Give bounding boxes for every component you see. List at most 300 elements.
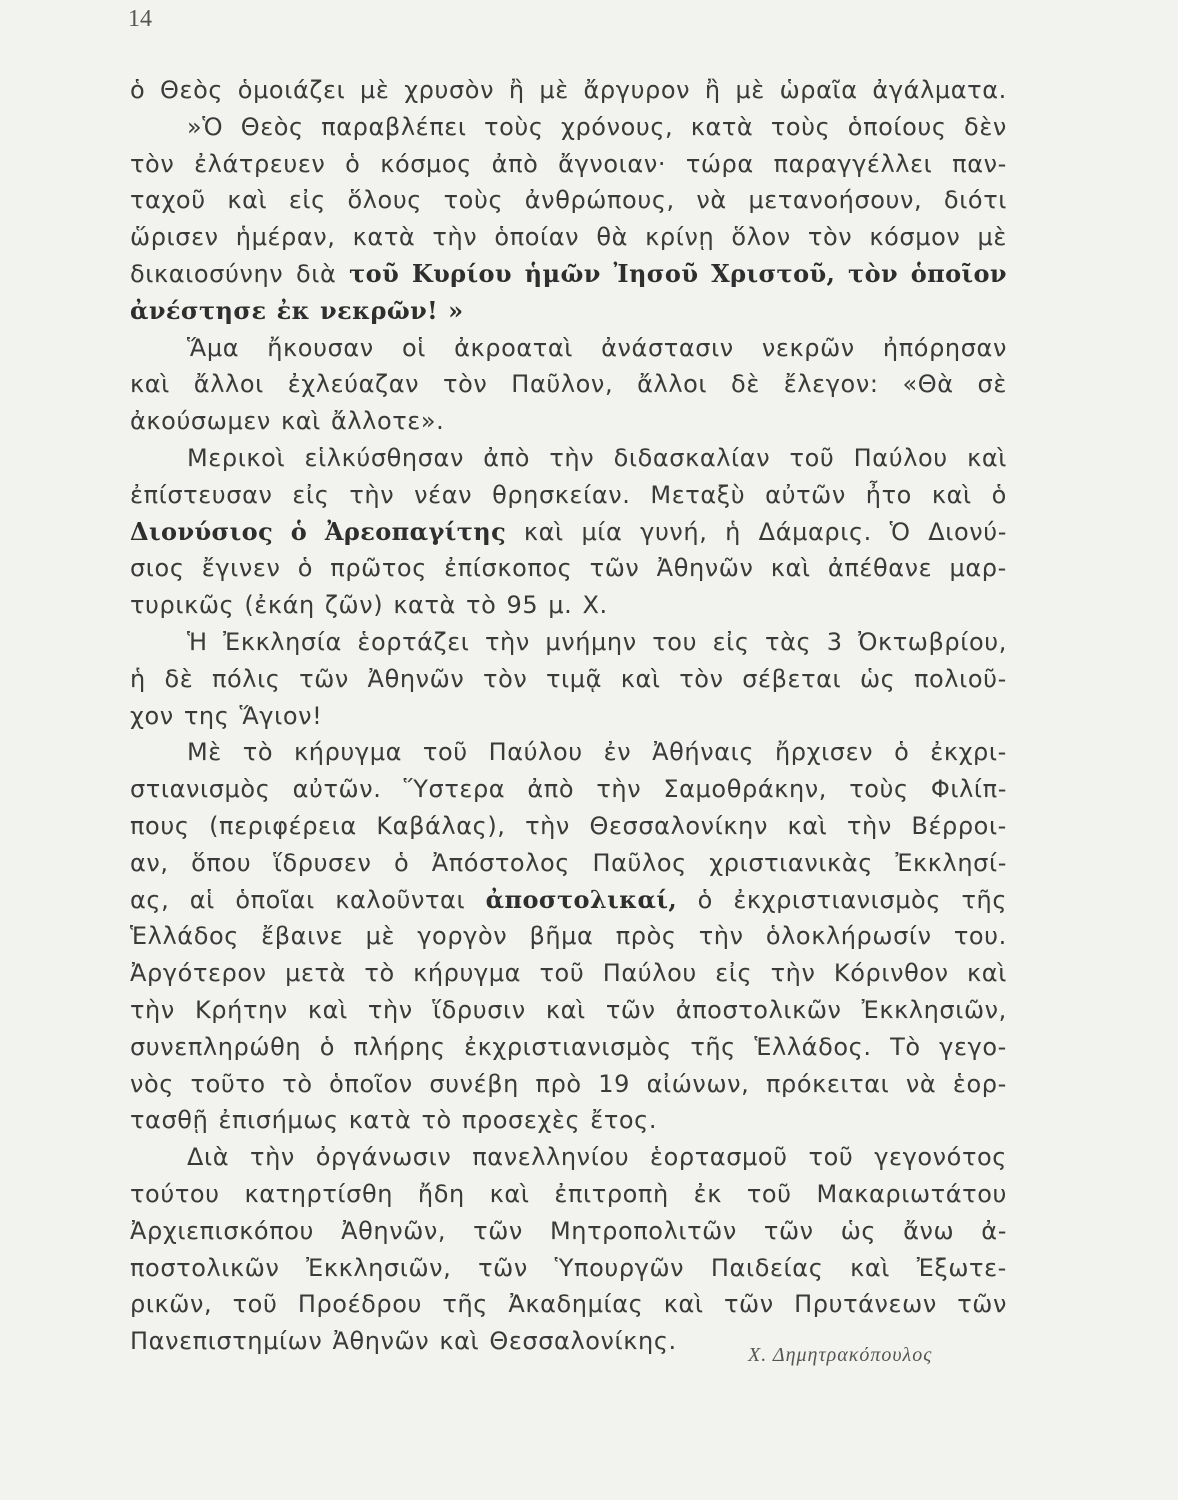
word: ας, bbox=[130, 885, 170, 914]
word: καὶ bbox=[850, 1253, 890, 1282]
word: καὶ bbox=[307, 995, 348, 1024]
word: τὴν bbox=[549, 443, 595, 472]
text-line bbox=[130, 440, 1007, 477]
word: ὅλους bbox=[347, 186, 422, 215]
word: Ὀκτωβρίου, bbox=[858, 627, 1007, 656]
word: Παῦλον, bbox=[511, 370, 614, 399]
word: πόλις bbox=[211, 664, 281, 693]
word: ἐκχρι- bbox=[930, 738, 1007, 767]
word: συνεπληρώθη bbox=[130, 1032, 302, 1061]
word: τῆς bbox=[961, 885, 1007, 914]
text-line bbox=[130, 182, 1007, 219]
word: πλήρης bbox=[353, 1032, 446, 1061]
word: Ἐξωτε- bbox=[916, 1253, 1007, 1282]
word: εἰς bbox=[715, 959, 753, 988]
word: πανελληνίου bbox=[472, 1143, 630, 1172]
word: ἡ bbox=[130, 664, 146, 693]
word: τιμᾷ bbox=[546, 664, 603, 693]
bold-word: ὁ bbox=[290, 516, 308, 546]
word: στιανισμὸς bbox=[130, 775, 271, 804]
word: Μεταξὺ bbox=[650, 480, 746, 509]
word: ὁ bbox=[697, 885, 713, 914]
word: Σαμοθράκην, bbox=[663, 775, 828, 804]
word: ἀνάστασιν bbox=[601, 333, 734, 362]
word: ὁ bbox=[991, 480, 1007, 509]
word: καὶ bbox=[967, 959, 1007, 988]
bold-word: ἀνέστησε bbox=[130, 295, 267, 325]
word: ὡς bbox=[840, 1216, 877, 1245]
word: πρὸ bbox=[535, 1069, 582, 1098]
word: μετανοήσουν, bbox=[748, 186, 923, 215]
word: γεγο- bbox=[939, 1032, 1007, 1061]
word: τῆς bbox=[690, 1032, 736, 1061]
word: ὁποῖον bbox=[329, 1069, 413, 1098]
word: εἰς bbox=[712, 627, 750, 656]
word: τὸν bbox=[483, 664, 528, 693]
word: Ἑλλάδος bbox=[130, 922, 239, 951]
word: ὁ bbox=[345, 149, 361, 178]
word: καὶ bbox=[967, 443, 1007, 472]
word: κήρυγμα bbox=[413, 959, 522, 988]
word: τοῦ bbox=[422, 738, 468, 767]
word: ὀργάνωσιν bbox=[315, 1143, 452, 1172]
word: ὥρισεν bbox=[130, 223, 219, 252]
word: τὸ bbox=[282, 1069, 313, 1098]
word: ἄλλοτε». bbox=[330, 407, 445, 436]
word: ἀκροαταὶ bbox=[454, 333, 573, 362]
word: πους bbox=[130, 811, 190, 840]
word: τὸν bbox=[130, 149, 175, 178]
word: ἦτο bbox=[865, 480, 912, 509]
word: μὲ bbox=[977, 223, 1007, 252]
word: ἄλλοι bbox=[637, 370, 708, 399]
bold-word: ὁποῖον bbox=[910, 258, 1007, 288]
word: τούτου bbox=[130, 1179, 220, 1208]
word: Δάμαρις. bbox=[758, 517, 872, 546]
word: Χ. bbox=[582, 591, 608, 620]
word: Ὕστερα bbox=[403, 775, 506, 804]
word: ὁ bbox=[297, 554, 314, 583]
word: τοῦ bbox=[539, 959, 585, 988]
text-line bbox=[130, 1176, 1007, 1213]
word: τῶν bbox=[763, 1216, 814, 1245]
word: τοῦτο bbox=[190, 1069, 266, 1098]
word: Καβάλας), bbox=[376, 811, 506, 840]
word: Ἀργότερον bbox=[130, 959, 267, 988]
word: καὶ bbox=[489, 1179, 530, 1208]
text-line bbox=[130, 72, 1007, 109]
word: Ἀπόστολος bbox=[431, 848, 570, 877]
word: κατηρτίσθη bbox=[244, 1179, 394, 1208]
word: τὴν bbox=[367, 995, 413, 1024]
text-line bbox=[130, 1286, 1007, 1323]
text-line bbox=[130, 624, 1007, 661]
word: εἰς bbox=[292, 480, 330, 509]
word: τὸν bbox=[679, 664, 724, 693]
word: ἐκχριστιανισμὸς bbox=[464, 1032, 672, 1061]
word: ὡς bbox=[859, 664, 896, 693]
word: νὰ bbox=[696, 186, 727, 215]
word: παν- bbox=[952, 149, 1007, 178]
text-line bbox=[130, 661, 1007, 698]
bold-word: τὸν bbox=[848, 258, 899, 288]
text-line bbox=[130, 955, 1007, 992]
word: τοὺς bbox=[443, 186, 504, 215]
word: τυρικῶς bbox=[130, 591, 235, 620]
word: ἄλλοι bbox=[193, 370, 264, 399]
word: τὴν bbox=[432, 223, 478, 252]
word: δὲ bbox=[164, 664, 194, 693]
text-line bbox=[130, 477, 1007, 514]
bold-word: Ἀρεοπαγίτης bbox=[324, 516, 507, 546]
text-line bbox=[130, 918, 1007, 955]
word: ταχοῦ bbox=[130, 186, 206, 215]
word: ἐκ bbox=[693, 1179, 722, 1208]
word: ρικῶν, bbox=[130, 1290, 213, 1319]
word: κατὰ bbox=[393, 591, 456, 620]
word: Θεσσαλονίκης. bbox=[489, 1327, 677, 1356]
word: Διὰ bbox=[187, 1143, 230, 1172]
word: τοῦ bbox=[232, 1290, 278, 1319]
word: κρίνῃ bbox=[645, 223, 715, 252]
text-line bbox=[130, 1213, 1007, 1250]
word: προσεχὲς bbox=[461, 1106, 581, 1135]
word: εἰς bbox=[288, 186, 326, 215]
word: καὶ bbox=[787, 811, 828, 840]
text-line bbox=[130, 734, 1007, 771]
word: ἐπίσκοπος bbox=[444, 554, 573, 583]
word: κόσμος bbox=[380, 149, 472, 178]
author-signature: Χ. Δημητρακόπουλος bbox=[748, 1344, 933, 1366]
word: Ἐκκλησιῶν, bbox=[306, 1253, 452, 1282]
word: Ὑπουργῶν bbox=[554, 1253, 685, 1282]
word: τὸ bbox=[242, 738, 274, 767]
word: Φιλίπ- bbox=[930, 775, 1007, 804]
word: ἐπιτροπὴ bbox=[554, 1179, 669, 1208]
word: τὰς bbox=[765, 627, 812, 656]
word: τὴν bbox=[596, 775, 642, 804]
word: διδασκαλίαν bbox=[613, 443, 771, 472]
word: της bbox=[183, 701, 230, 730]
word: ὅπου bbox=[191, 848, 252, 877]
word: ἠπόρησαν bbox=[882, 333, 1007, 362]
word: Ἐκκλησία bbox=[223, 627, 342, 656]
word: τῶν bbox=[723, 1290, 774, 1319]
word: ἑορτάζει bbox=[357, 627, 470, 656]
word: συνέβη bbox=[429, 1069, 519, 1098]
word: ἐλάτρευεν bbox=[194, 149, 326, 178]
word: ἐπίστευσαν bbox=[130, 480, 273, 509]
word: δικαιοσύνην bbox=[130, 259, 284, 288]
word: μετὰ bbox=[285, 959, 346, 988]
word: ἔβαινε bbox=[261, 922, 344, 951]
word: οἱ bbox=[401, 333, 426, 362]
word: καὶ bbox=[663, 1290, 704, 1319]
word: αἱ bbox=[189, 885, 215, 914]
word: 3 bbox=[826, 627, 843, 656]
word: ἤδη bbox=[417, 1179, 465, 1208]
word: Ἀθηνῶν bbox=[367, 664, 465, 693]
word: χον bbox=[130, 701, 174, 730]
word: ἀπέθανε bbox=[827, 554, 933, 583]
word: ἔτος. bbox=[590, 1106, 658, 1135]
word: ὁ bbox=[319, 1032, 335, 1061]
word: Διονύ- bbox=[928, 517, 1007, 546]
word: ἀπὸ bbox=[527, 775, 575, 804]
word: Ἐκκλησί- bbox=[895, 848, 1007, 877]
word: καὶ bbox=[545, 995, 586, 1024]
text-line bbox=[130, 845, 1007, 882]
word: Παύλου bbox=[853, 443, 948, 472]
word: μὲ bbox=[735, 76, 765, 104]
bold-word: ἡμῶν bbox=[524, 258, 601, 288]
word: Παύλου bbox=[602, 959, 697, 988]
word: μ. bbox=[548, 591, 573, 620]
word: τοὺς bbox=[849, 775, 909, 804]
word: ἐπισήμως bbox=[218, 1106, 339, 1135]
word: Τὸ bbox=[890, 1032, 921, 1061]
word: ἀκούσωμεν bbox=[130, 407, 271, 436]
word: ἤκουσαν bbox=[267, 333, 374, 362]
word: ὁλοκλήρωσίν bbox=[765, 922, 932, 951]
word: μὲ bbox=[539, 76, 569, 104]
word: ἀ- bbox=[981, 1216, 1007, 1245]
word: Ἀθηνῶν bbox=[332, 1327, 430, 1356]
word: Πανεπιστημίων bbox=[130, 1327, 323, 1356]
word: νὰ bbox=[905, 1069, 937, 1098]
word: ἢ bbox=[508, 76, 525, 104]
bold-word: Ἰησοῦ bbox=[613, 258, 699, 288]
word: χριστιανικὰς bbox=[709, 848, 873, 877]
word: τὴν bbox=[525, 811, 570, 840]
word: ὁποίους bbox=[847, 112, 947, 141]
word: καὶ bbox=[931, 480, 972, 509]
text-line bbox=[130, 109, 1007, 146]
bold-word: νεκρῶν! bbox=[320, 295, 439, 325]
word: ἄργυρον bbox=[583, 76, 691, 104]
word: τῆς bbox=[442, 1290, 488, 1319]
text-line bbox=[130, 698, 1007, 735]
word: τῶν bbox=[478, 1253, 528, 1282]
word: τὴν bbox=[698, 922, 744, 951]
word: τὸ bbox=[421, 1106, 452, 1135]
word: Ἀκαδημίας bbox=[508, 1290, 644, 1319]
word: ἐκχριστιανισμὸς bbox=[733, 885, 942, 914]
word: πρόκειται bbox=[765, 1069, 890, 1098]
text-line bbox=[130, 1029, 1007, 1066]
word: ἄνω bbox=[903, 1216, 955, 1245]
word: μὲ bbox=[365, 922, 396, 951]
page-number: 14 bbox=[128, 6, 152, 32]
word: καὶ bbox=[227, 186, 268, 215]
text-line bbox=[130, 587, 1007, 624]
word: καὶ bbox=[130, 370, 170, 399]
bold-word: ἐκ bbox=[276, 295, 310, 325]
word: τὴν bbox=[349, 480, 395, 509]
word: παραγγέλλει bbox=[773, 149, 933, 178]
text-line bbox=[130, 256, 1007, 293]
word: τῶν bbox=[473, 1216, 523, 1245]
word: τὸ bbox=[466, 591, 497, 620]
word: μνήμην bbox=[545, 627, 637, 656]
word: Ἀρχιεπισκόπου bbox=[130, 1216, 315, 1245]
text-line bbox=[130, 366, 1007, 403]
word: τὴν bbox=[770, 959, 816, 988]
bold-word: Κυρίου bbox=[411, 258, 512, 288]
word: τοὺς bbox=[770, 112, 831, 141]
word: Ἀθηνῶν bbox=[656, 554, 754, 583]
word: ἡ bbox=[725, 517, 741, 546]
text-line bbox=[130, 514, 1007, 551]
word: τοῦ bbox=[808, 1143, 854, 1172]
word: ἀποστολικῶν bbox=[675, 995, 842, 1024]
word: ὁποῖαι bbox=[235, 885, 315, 914]
word: τοῦ bbox=[789, 443, 835, 472]
word: ζῶν) bbox=[324, 591, 384, 620]
text-line bbox=[130, 330, 1007, 367]
word: κατὰ bbox=[690, 112, 754, 141]
word: σὲ bbox=[977, 370, 1007, 399]
word: πρὸς bbox=[615, 922, 677, 951]
text-line bbox=[130, 808, 1007, 845]
word: Παιδείας bbox=[710, 1253, 824, 1282]
word: Βέρροι- bbox=[911, 811, 1007, 840]
word: παραβλέπει bbox=[321, 112, 467, 141]
word: ἑορτασμοῦ bbox=[650, 1143, 788, 1172]
word: τὴν bbox=[250, 1143, 295, 1172]
word: ποστολικῶν bbox=[130, 1253, 280, 1282]
word: καὶ bbox=[439, 1327, 480, 1356]
word: Πρυτάνεων bbox=[794, 1290, 937, 1319]
word: 95 bbox=[506, 591, 539, 620]
word: σιος bbox=[130, 554, 185, 583]
word: ὁμοιάζει bbox=[237, 76, 346, 104]
word: κατὰ bbox=[348, 1106, 412, 1135]
word: δὲν bbox=[964, 112, 1007, 141]
word: ἤρχισεν bbox=[774, 738, 874, 767]
word: ἢ bbox=[704, 76, 721, 104]
word: τοῦ bbox=[746, 1179, 792, 1208]
text-line bbox=[130, 1066, 1007, 1103]
word: ἀπὸ bbox=[491, 149, 539, 178]
text-line bbox=[130, 550, 1007, 587]
word: Ἡ bbox=[187, 627, 208, 656]
word: πολιοῦ- bbox=[913, 664, 1007, 693]
text-line bbox=[130, 1250, 1007, 1287]
word: τῶν bbox=[589, 554, 640, 583]
text-line bbox=[130, 403, 1007, 440]
word: ἀπὸ bbox=[483, 443, 531, 472]
word: μία bbox=[581, 517, 623, 546]
word: τὴν bbox=[130, 995, 175, 1024]
text-line bbox=[130, 882, 1007, 919]
word: ὁ bbox=[130, 76, 146, 104]
word: Κόρινθον bbox=[833, 959, 949, 988]
word: τὴν bbox=[484, 627, 530, 656]
word: τὸν bbox=[807, 223, 853, 252]
text-line bbox=[130, 771, 1007, 808]
word: Ἀθηνῶν, bbox=[341, 1216, 447, 1245]
text-line bbox=[130, 146, 1007, 183]
word: τὴν bbox=[846, 811, 892, 840]
word: Προέδρου bbox=[297, 1290, 423, 1319]
word: του bbox=[652, 627, 698, 656]
word: Μὲ bbox=[187, 738, 222, 767]
article-body bbox=[130, 72, 1007, 1360]
word: Ἅγιον! bbox=[239, 701, 323, 730]
word: καὶ bbox=[523, 517, 564, 546]
word: (περιφέρεια bbox=[209, 811, 357, 840]
word: τῶν bbox=[957, 1290, 1007, 1319]
word: καλοῦνται bbox=[335, 885, 466, 914]
word: (ἐκάη bbox=[244, 591, 315, 620]
word: Ὁ bbox=[889, 517, 911, 546]
word: ὁ bbox=[894, 738, 910, 767]
word: χρόνους, bbox=[560, 112, 674, 141]
word: ἄγνοιαν· bbox=[558, 149, 667, 178]
word: Ἀθήναις bbox=[652, 738, 755, 767]
word: ἀνθρώπους, bbox=[524, 186, 675, 215]
word: αὐτῶν bbox=[765, 480, 846, 509]
word: αἰώνων, bbox=[646, 1069, 750, 1098]
word: ἔγινεν bbox=[201, 554, 281, 583]
text-line bbox=[130, 992, 1007, 1029]
word: μαρ- bbox=[949, 554, 1007, 583]
word: ὁ bbox=[393, 848, 410, 877]
word: ἀγάλματα. bbox=[872, 76, 1007, 104]
word: τῶν bbox=[299, 664, 349, 693]
text-line bbox=[130, 219, 1007, 256]
word: τῶν bbox=[605, 995, 656, 1024]
word: καὶ bbox=[770, 554, 811, 583]
word: δὲ bbox=[731, 370, 760, 399]
word: τὸν bbox=[443, 370, 488, 399]
word: γεγονότος bbox=[874, 1143, 1007, 1172]
word: «Θὰ bbox=[902, 370, 954, 399]
word: μὲ bbox=[360, 76, 390, 104]
word: νέαν bbox=[414, 480, 473, 509]
word: καὶ bbox=[620, 664, 661, 693]
word: Ἑλλάδος. bbox=[754, 1032, 872, 1061]
word: Θεὸς bbox=[240, 112, 304, 141]
word: καὶ bbox=[280, 407, 321, 436]
word: Ἐκκλησιῶν, bbox=[861, 995, 1007, 1024]
bold-word: Διονύσιος bbox=[130, 516, 274, 546]
word: ἔλεγον: bbox=[783, 370, 879, 399]
bold-word: Χριστοῦ, bbox=[711, 258, 836, 288]
word: διὰ bbox=[295, 259, 337, 288]
word: ἡμέραν, bbox=[235, 223, 336, 252]
word: του. bbox=[953, 922, 1007, 951]
word: αν, bbox=[130, 848, 169, 877]
word: χρυσὸν bbox=[404, 76, 495, 104]
word: ὡραῖα bbox=[779, 76, 858, 104]
word: »Ὁ bbox=[187, 112, 224, 141]
word: Θεσσαλονίκην bbox=[589, 811, 768, 840]
word: Παῦλος bbox=[592, 848, 687, 877]
word: νὸς bbox=[130, 1069, 174, 1098]
word: Παύλου bbox=[488, 738, 583, 767]
word: σέβεται bbox=[742, 664, 842, 693]
word: τώρα bbox=[685, 149, 754, 178]
word: διότι bbox=[943, 186, 1007, 215]
word: γοργὸν bbox=[417, 922, 508, 951]
word: Μερικοὶ bbox=[187, 443, 286, 472]
word: κόσμον bbox=[869, 223, 961, 252]
text-line bbox=[130, 293, 1007, 330]
word: κατὰ bbox=[352, 223, 416, 252]
word: Μακαριωτάτου bbox=[816, 1179, 1007, 1208]
